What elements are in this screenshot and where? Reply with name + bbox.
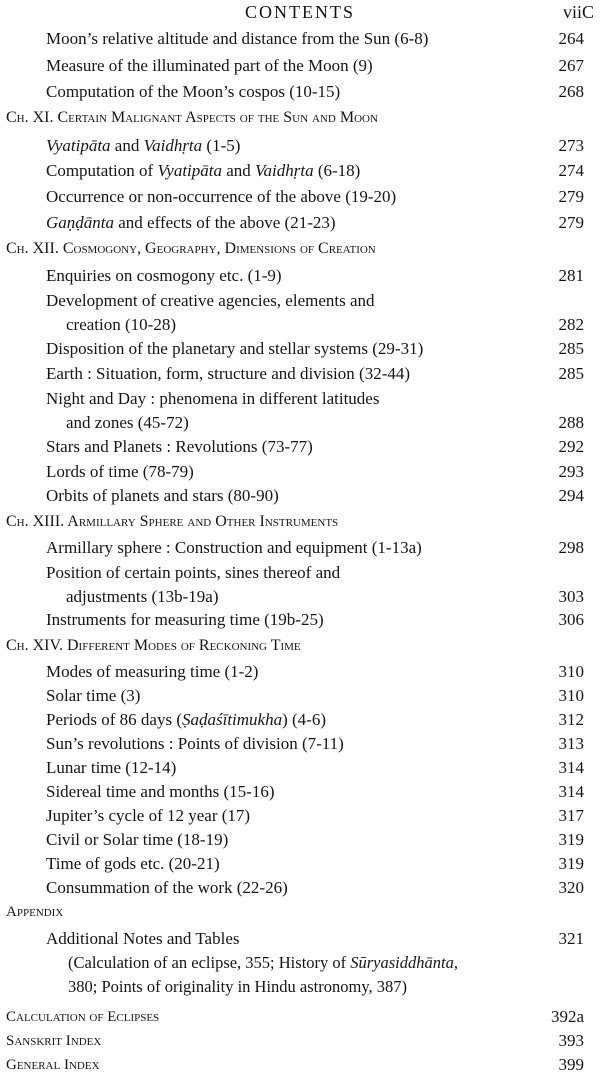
entry-text: Computation of	[46, 161, 158, 180]
toc-entry	[0, 434, 600, 460]
italic-term: Vaidhṛta	[143, 136, 203, 155]
toc-entry	[0, 483, 600, 509]
toc-entry	[0, 851, 600, 877]
toc-entry	[0, 53, 600, 79]
section-heading	[0, 899, 600, 925]
toc-entry	[0, 707, 600, 733]
entry-title: Additional Notes and Tables	[46, 929, 240, 948]
entry-page-number: 282	[558, 315, 584, 334]
entry-text: and effects of the above (21-23)	[114, 213, 336, 232]
toc-entry	[0, 950, 600, 976]
toc-entry	[0, 386, 600, 412]
toc-entry	[0, 659, 600, 685]
entry-title: Armillary sphere : Construction and equipment (1-13a)	[46, 538, 422, 557]
entry-title: Ch. XIII. Armillary Sphere and Other Instruments	[6, 513, 339, 530]
toc-entry	[0, 288, 600, 314]
toc-entry	[0, 803, 600, 829]
entry-text: and	[222, 161, 256, 180]
entry-title	[46, 210, 336, 236]
entry-text: (Calculation of an eclipse, 355; History of	[68, 953, 351, 972]
entry-page-number: 399	[558, 1055, 584, 1074]
entry-title: General Index	[6, 1057, 100, 1073]
entry-page-number: 264	[558, 29, 584, 48]
toc-entry	[0, 607, 600, 633]
entry-text: (1-5)	[202, 136, 241, 155]
entry-title: Night and Day : phenomena in different latitudes	[46, 389, 380, 408]
entry-page-number: 281	[558, 266, 584, 285]
entry-text: ) (4-6)	[282, 710, 326, 729]
entry-page-number: 319	[558, 854, 584, 873]
entry-page-number: 319	[558, 830, 584, 849]
entry-title: Ch. XI. Certain Malignant Aspects of the Sun and Moon	[6, 109, 378, 126]
toc-entry	[0, 731, 600, 757]
entry-title: Consummation of the work (22-26)	[46, 878, 288, 897]
entry-page-number: 312	[558, 710, 584, 729]
section-heading	[0, 1004, 600, 1030]
entry-title: Sun’s revolutions : Points of division (7-11)	[46, 734, 344, 753]
entry-page-number: 267	[558, 56, 584, 75]
entry-page-number: 285	[558, 364, 584, 383]
entry-title: 380; Points of originality in Hindu astronomy, 387)	[68, 977, 407, 996]
entry-page-number: 393	[558, 1031, 584, 1050]
entry-title: Development of creative agencies, elements and	[46, 291, 375, 310]
entry-title: Measure of the illuminated part of the Moon (9)	[46, 56, 373, 75]
entry-page-number: 320	[558, 878, 584, 897]
section-heading	[0, 1028, 600, 1054]
entry-page-number: 303	[558, 587, 584, 606]
entry-page-number: 321	[558, 929, 584, 948]
entry-title: Ch. XII. Cosmogony, Geography, Dimensions of Creation	[6, 240, 376, 257]
toc-entry	[0, 779, 600, 805]
entry-title: Disposition of the planetary and stellar systems (29-31)	[46, 339, 424, 358]
entry-page-number: 313	[558, 734, 584, 753]
chapter-heading	[0, 105, 600, 131]
entry-title: Ch. XIV. Different Modes of Reckoning Time	[6, 637, 301, 654]
entry-title: Sanskrit Index	[6, 1033, 102, 1049]
entry-page-number: 298	[558, 538, 584, 557]
entry-page-number: 273	[558, 136, 584, 155]
section-heading	[0, 1052, 600, 1078]
page-number: viiC	[562, 2, 594, 22]
italic-term: Sūryasiddhānta	[350, 953, 454, 972]
entry-page-number: 268	[558, 82, 584, 101]
entry-title: Position of certain points, sines thereof and	[46, 563, 341, 582]
italic-term: Vaidhṛta	[255, 161, 314, 180]
entry-text: (6-18)	[313, 161, 361, 180]
entry-title: Lords of time (78-79)	[46, 462, 194, 481]
entry-page-number: 317	[558, 806, 584, 825]
entry-title: Modes of measuring time (1-2)	[46, 662, 259, 681]
entry-title: Orbits of planets and stars (80-90)	[46, 486, 279, 505]
entry-page-number: 279	[558, 187, 584, 206]
toc-entry	[0, 875, 600, 901]
entry-title: Time of gods etc. (20-21)	[46, 854, 220, 873]
toc-entry	[0, 26, 600, 52]
entry-title: Civil or Solar time (18-19)	[46, 830, 229, 849]
chapter-heading	[0, 633, 600, 659]
toc-entry	[0, 560, 600, 586]
entry-title: Computation of the Moon’s cospos (10-15)	[46, 82, 341, 101]
entry-title	[46, 133, 240, 159]
toc-entry	[0, 683, 600, 709]
chapter-heading	[0, 509, 600, 535]
entry-page-number: 392a	[550, 1007, 584, 1026]
entry-title: creation (10-28)	[66, 315, 176, 334]
italic-term: Vyatipāta	[157, 161, 222, 180]
toc-entry	[0, 535, 600, 561]
entry-title: Appendix	[6, 904, 64, 920]
entry-title	[68, 950, 458, 976]
entry-title: Enquiries on cosmogony etc. (1-9)	[46, 266, 282, 285]
toc-entry	[0, 974, 600, 1000]
toc-entry	[0, 410, 600, 436]
italic-term: Gaṇḍānta	[46, 213, 114, 232]
entry-page-number: 314	[558, 758, 584, 777]
entry-page-number: 293	[558, 462, 584, 481]
entry-page-number: 314	[558, 782, 584, 801]
entry-page-number: 310	[558, 662, 584, 681]
entry-title: adjustments (13b-19a)	[66, 587, 219, 606]
entry-title: Calculation of Eclipses	[6, 1009, 160, 1025]
toc-entry	[0, 336, 600, 362]
toc-entry	[0, 158, 600, 184]
entry-title: Sidereal time and months (15-16)	[46, 782, 275, 801]
toc-entry	[0, 312, 600, 338]
entry-title: Stars and Planets : Revolutions (73-77)	[46, 437, 313, 456]
entry-page-number: 306	[558, 610, 584, 629]
italic-term: Vyatipāta	[46, 136, 111, 155]
entry-title: Solar time (3)	[46, 686, 141, 705]
entry-text: and	[110, 136, 144, 155]
entry-page-number: 288	[558, 413, 584, 432]
toc-entry	[0, 926, 600, 952]
entry-title	[46, 158, 360, 184]
entry-page-number: 292	[558, 437, 584, 456]
entry-page-number: 285	[558, 339, 584, 358]
entry-title	[46, 707, 326, 733]
entry-page-number: 294	[558, 486, 584, 505]
toc-entry	[0, 133, 600, 159]
italic-term: Ṣaḍaśītimukha	[181, 710, 283, 729]
toc-entry	[0, 210, 600, 236]
toc-entry	[0, 263, 600, 289]
entry-page-number: 279	[558, 213, 584, 232]
page-title: CONTENTS	[245, 2, 355, 22]
toc-entry	[0, 184, 600, 210]
entry-page-number: 274	[558, 161, 584, 180]
entry-text: ,	[453, 953, 458, 972]
toc-entry	[0, 79, 600, 105]
chapter-heading	[0, 236, 600, 262]
toc-entry	[0, 827, 600, 853]
entry-title: Occurrence or non-occurrence of the above (19-20)	[46, 187, 397, 206]
toc-entry	[0, 361, 600, 387]
entry-title: Instruments for measuring time (19b-25)	[46, 610, 324, 629]
toc-entry	[0, 755, 600, 781]
page-header	[0, 2, 600, 26]
entry-title: Earth : Situation, form, structure and division (32-44)	[46, 364, 411, 383]
toc-entry	[0, 459, 600, 485]
entry-title: and zones (45-72)	[66, 413, 189, 432]
entry-text: Periods of 86 days (	[46, 710, 182, 729]
entry-title: Lunar time (12-14)	[46, 758, 177, 777]
entry-title: Jupiter’s cycle of 12 year (17)	[46, 806, 251, 825]
entry-title: Moon’s relative altitude and distance from the Sun (6-8)	[46, 29, 429, 48]
entry-page-number: 310	[558, 686, 584, 705]
